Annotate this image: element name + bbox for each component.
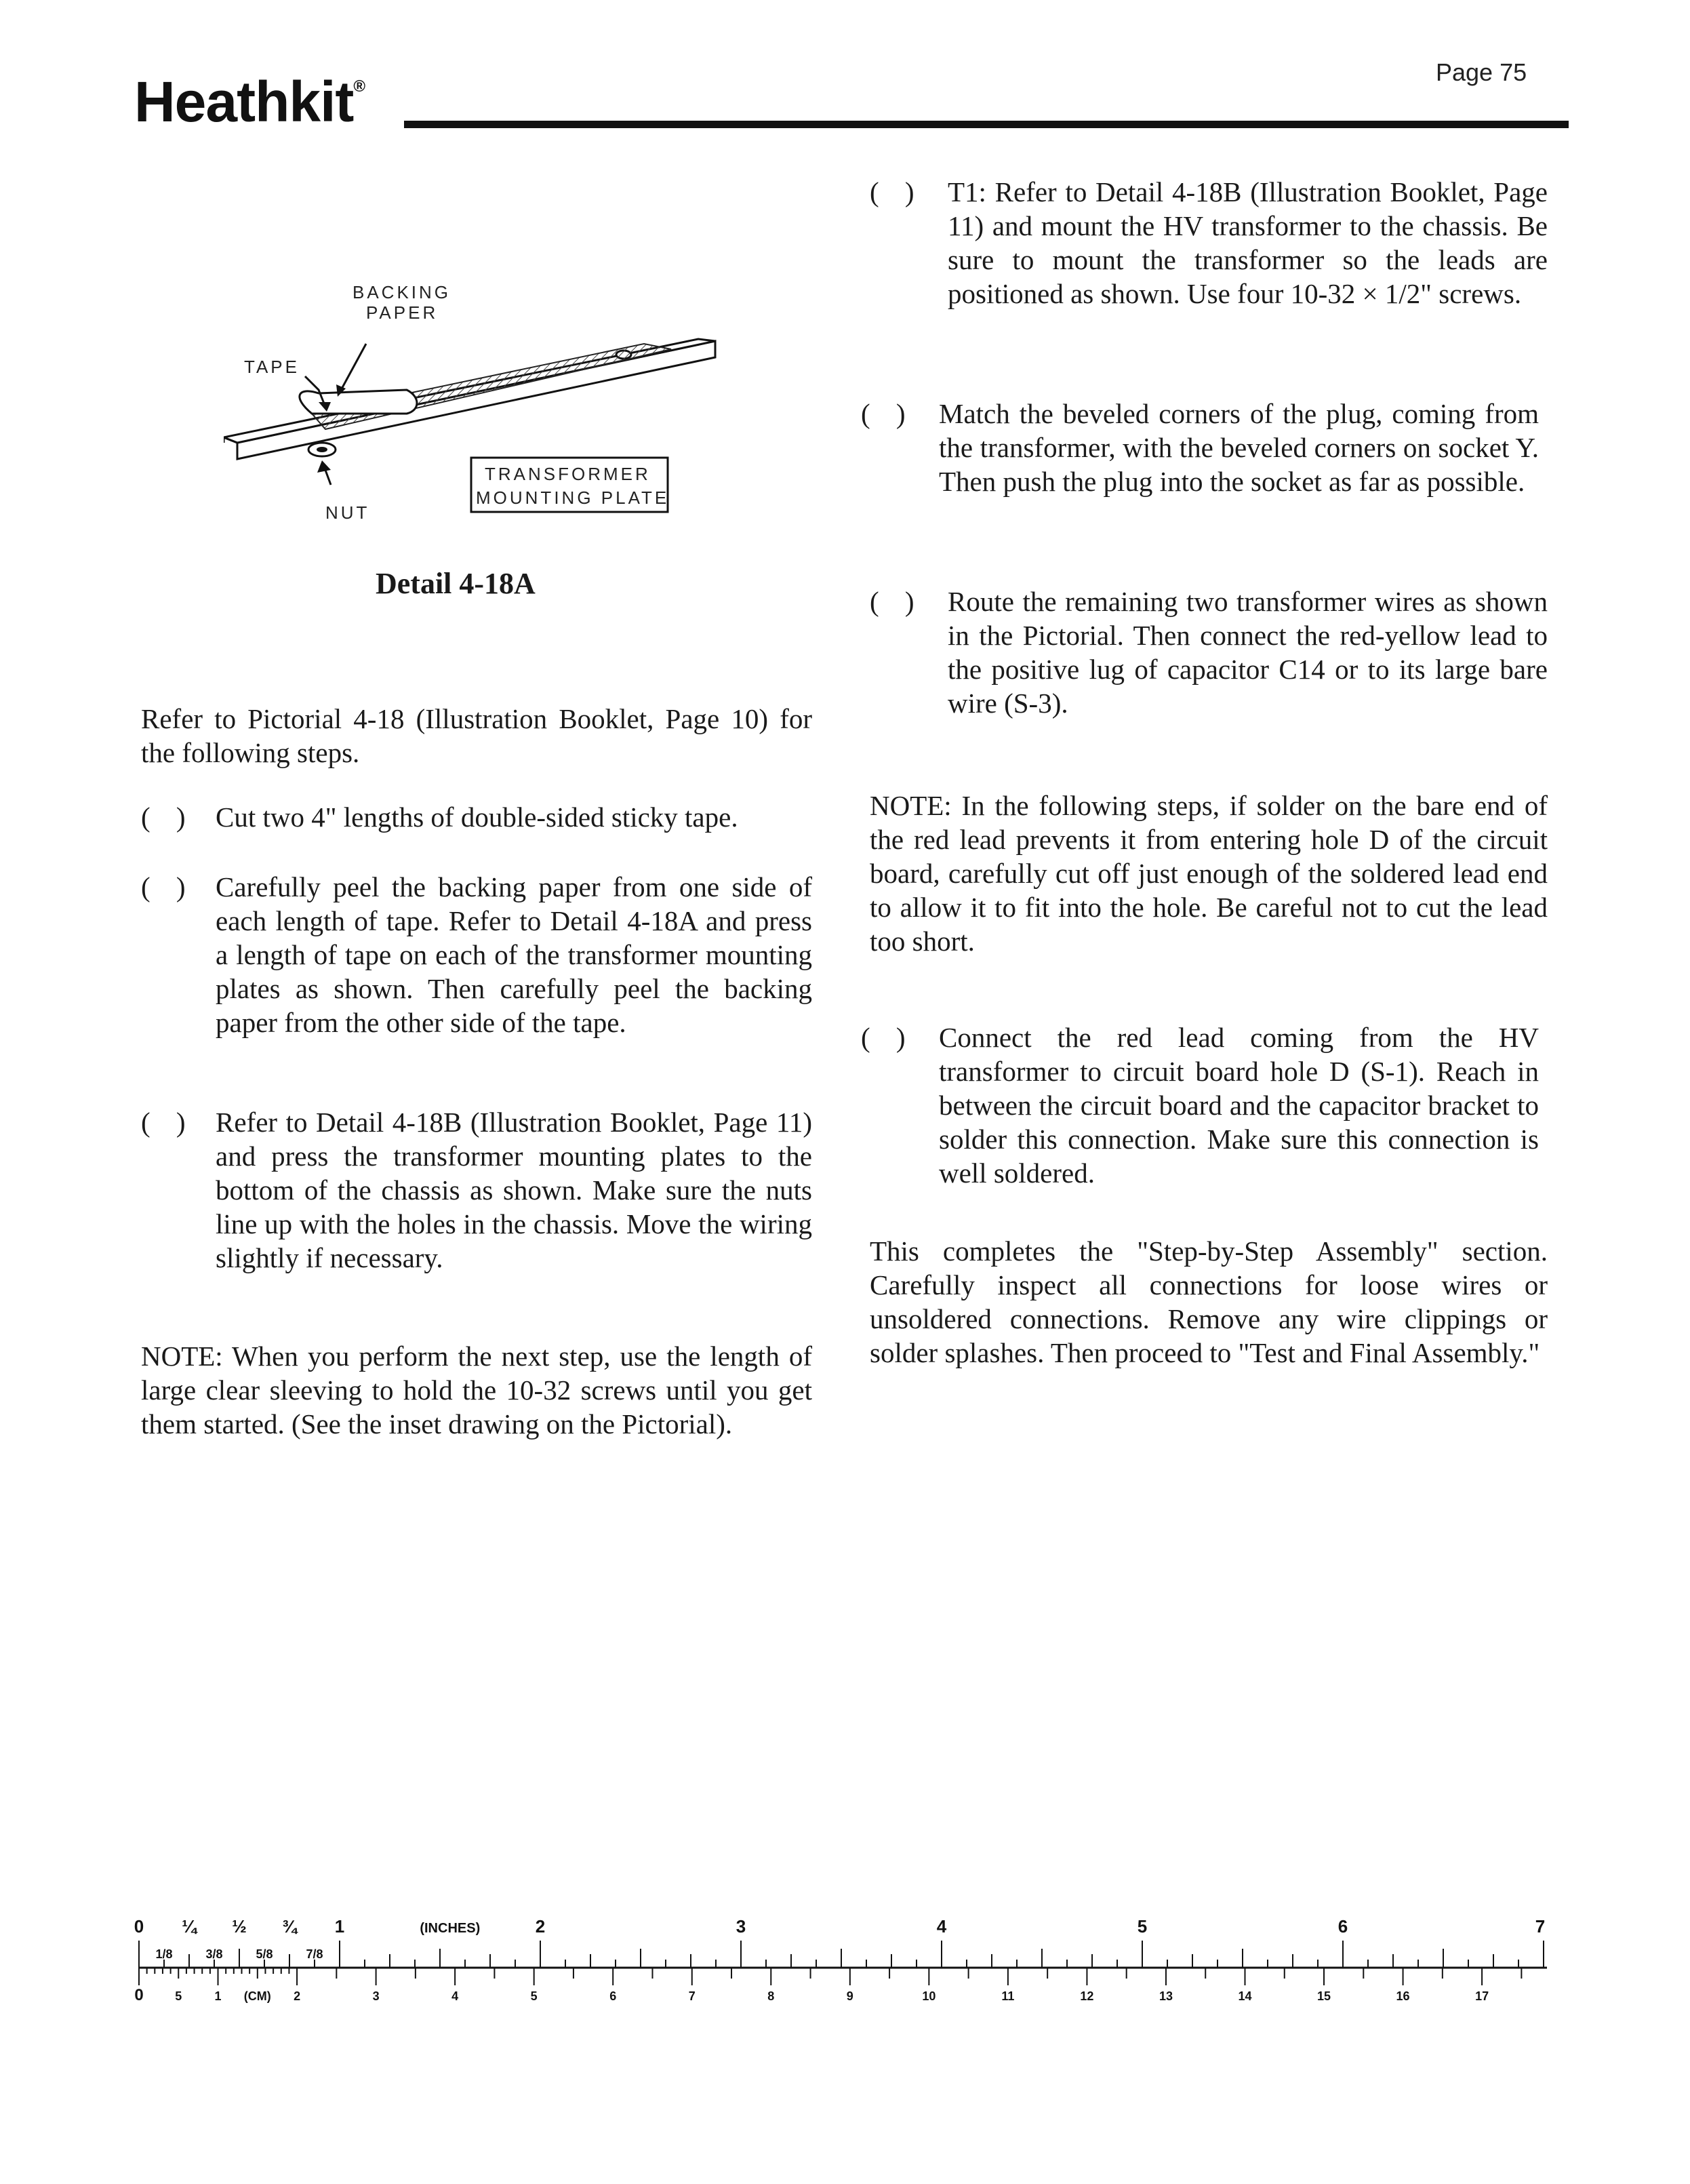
measurement-ruler	[122, 1905, 1566, 2007]
nut-icon	[308, 443, 336, 456]
fraction-label: 1/8	[155, 1947, 173, 1961]
cm-label: 11	[1001, 1989, 1015, 2003]
label-tape: TAPE	[244, 357, 300, 377]
inch-label: 5	[1137, 1916, 1148, 1937]
cm-label: 16	[1396, 1989, 1410, 2003]
closing-paragraph: This completes the "Step-by-Step Assembly" section. Carefully inspect all connections for loose wires or unsoldered connections. Remove any wire clippings or solder splashes. Then proceed to "Test and Final Assembly."	[870, 1235, 1548, 1368]
cm-unit-label: (CM)	[243, 1989, 271, 2003]
cm-label: 4	[451, 1989, 459, 2003]
intro-paragraph: Refer to Pictorial 4-18 (Illustration Booklet, Page 10) for the following steps.	[141, 703, 812, 768]
detail-4-18a-figure	[224, 268, 752, 539]
cm-label: 9	[846, 1989, 853, 2003]
inch-unit-label: (INCHES)	[420, 1921, 481, 1936]
cm-label: 17	[1475, 1989, 1489, 2003]
cm-label: 15	[1317, 1989, 1331, 2003]
label-mounting-plate: MOUNTING PLATE	[476, 488, 670, 508]
step-text: Cut two 4" lengths of double-sided sticky tape.	[216, 801, 738, 833]
cm-label: 10	[922, 1989, 936, 2003]
step-text: Match the beveled corners of the plug, coming from the transformer, with the beveled corners on socket Y. Then push the plug into the socket as far as possible.	[939, 398, 1539, 497]
inch-label: 7	[1535, 1916, 1546, 1937]
step-text: T1: Refer to Detail 4-18B (Illustration Booklet, Page 11) and mount the HV transformer to the chassis. Be sure to mount the transformer so the leads are positioned as shown. Use four 10-32 × 1/2" screws.	[948, 176, 1548, 309]
inch-label: 4	[936, 1916, 947, 1937]
cm-label: 5	[530, 1989, 538, 2003]
step-checkbox[interactable]: ( )	[861, 1022, 915, 1053]
cm-label: 6	[609, 1989, 617, 2003]
step-text: Route the remaining two transformer wires as shown in the Pictorial. Then connect the red-yellow lead to the positive lug of capacitor C14 or to its large bare wire (S-3).	[948, 586, 1548, 719]
step-text: Connect the red lead coming from the HV transformer to circuit board hole D (S-1). Reach in between the circuit board and the capacitor bracket to solder this connection. Make sure this connection is well soldered.	[939, 1022, 1539, 1189]
cm-label: 3	[372, 1989, 380, 2003]
cm-label: 13	[1159, 1989, 1173, 2003]
cm-label: 8	[767, 1989, 775, 2003]
page-number: Page 75	[1436, 58, 1527, 86]
inch-label: ¾	[282, 1916, 297, 1937]
label-nut: NUT	[325, 502, 370, 523]
step-checkbox[interactable]: ( )	[141, 871, 195, 902]
cm-label: 14	[1238, 1989, 1252, 2003]
cm-label: 7	[688, 1989, 696, 2003]
step-checkbox[interactable]: ( )	[870, 176, 924, 207]
cm-label: 1	[214, 1989, 222, 2003]
tape-strip	[312, 344, 671, 429]
note-sleeving: NOTE: When you perform the next step, use the length of large clear sleeving to hold the 10-32 screws until you get them started. (See the inset drawing on the Pictorial).	[141, 1341, 812, 1440]
header-rule	[404, 121, 1569, 128]
cm-label: 0	[134, 1986, 144, 2004]
cm-label: 12	[1080, 1989, 1094, 2003]
step-text: Carefully peel the backing paper from one side of each length of tape. Refer to Detail 4-18A and press a length of tape on each of the transformer mounting plates as shown. Then carefully peel the backing paper from the other side of the tape.	[216, 871, 812, 1038]
brand-name: Heathkit	[134, 70, 354, 134]
registered-mark: ®	[353, 77, 365, 96]
inch-label: 6	[1337, 1916, 1348, 1937]
step-checkbox[interactable]: ( )	[141, 801, 195, 833]
inch-label: ½	[232, 1916, 247, 1937]
backing-paper	[300, 390, 417, 414]
step-checkbox[interactable]: ( )	[141, 1107, 195, 1138]
step-text: Refer to Detail 4-18B (Illustration Booklet, Page 11) and press the transformer mounting plates to the bottom of the chassis as shown. Make sure the nuts line up with the holes in the chassis. Move the wiring slightly if necessary.	[216, 1107, 812, 1273]
step-checkbox[interactable]: ( )	[870, 586, 924, 617]
fraction-label: 7/8	[306, 1947, 323, 1961]
inch-label: 0	[134, 1916, 144, 1937]
label-backing: BACKING	[353, 282, 451, 302]
inch-label: ¼	[182, 1916, 197, 1937]
inch-label: 3	[736, 1916, 746, 1937]
fraction-label: 5/8	[256, 1947, 273, 1961]
cm-label: 2	[294, 1989, 301, 2003]
note-solder: NOTE: In the following steps, if solder on the bare end of the red lead prevents it from entering hole D of the circuit board, carefully cut off just enough of the soldered lead end to allow it to fit into the hole. Be careful not to cut the lead too short.	[870, 790, 1548, 957]
fraction-label: 3/8	[205, 1947, 223, 1961]
inch-label: 2	[535, 1916, 546, 1937]
step-checkbox[interactable]: ( )	[861, 398, 915, 429]
label-transformer: TRANSFORMER	[485, 464, 651, 484]
inch-label: 1	[334, 1916, 345, 1937]
label-paper: PAPER	[366, 302, 439, 323]
figure-caption: Detail 4-18A	[376, 567, 536, 600]
heathkit-logo	[134, 70, 365, 134]
cm-label: 5	[175, 1989, 182, 2003]
